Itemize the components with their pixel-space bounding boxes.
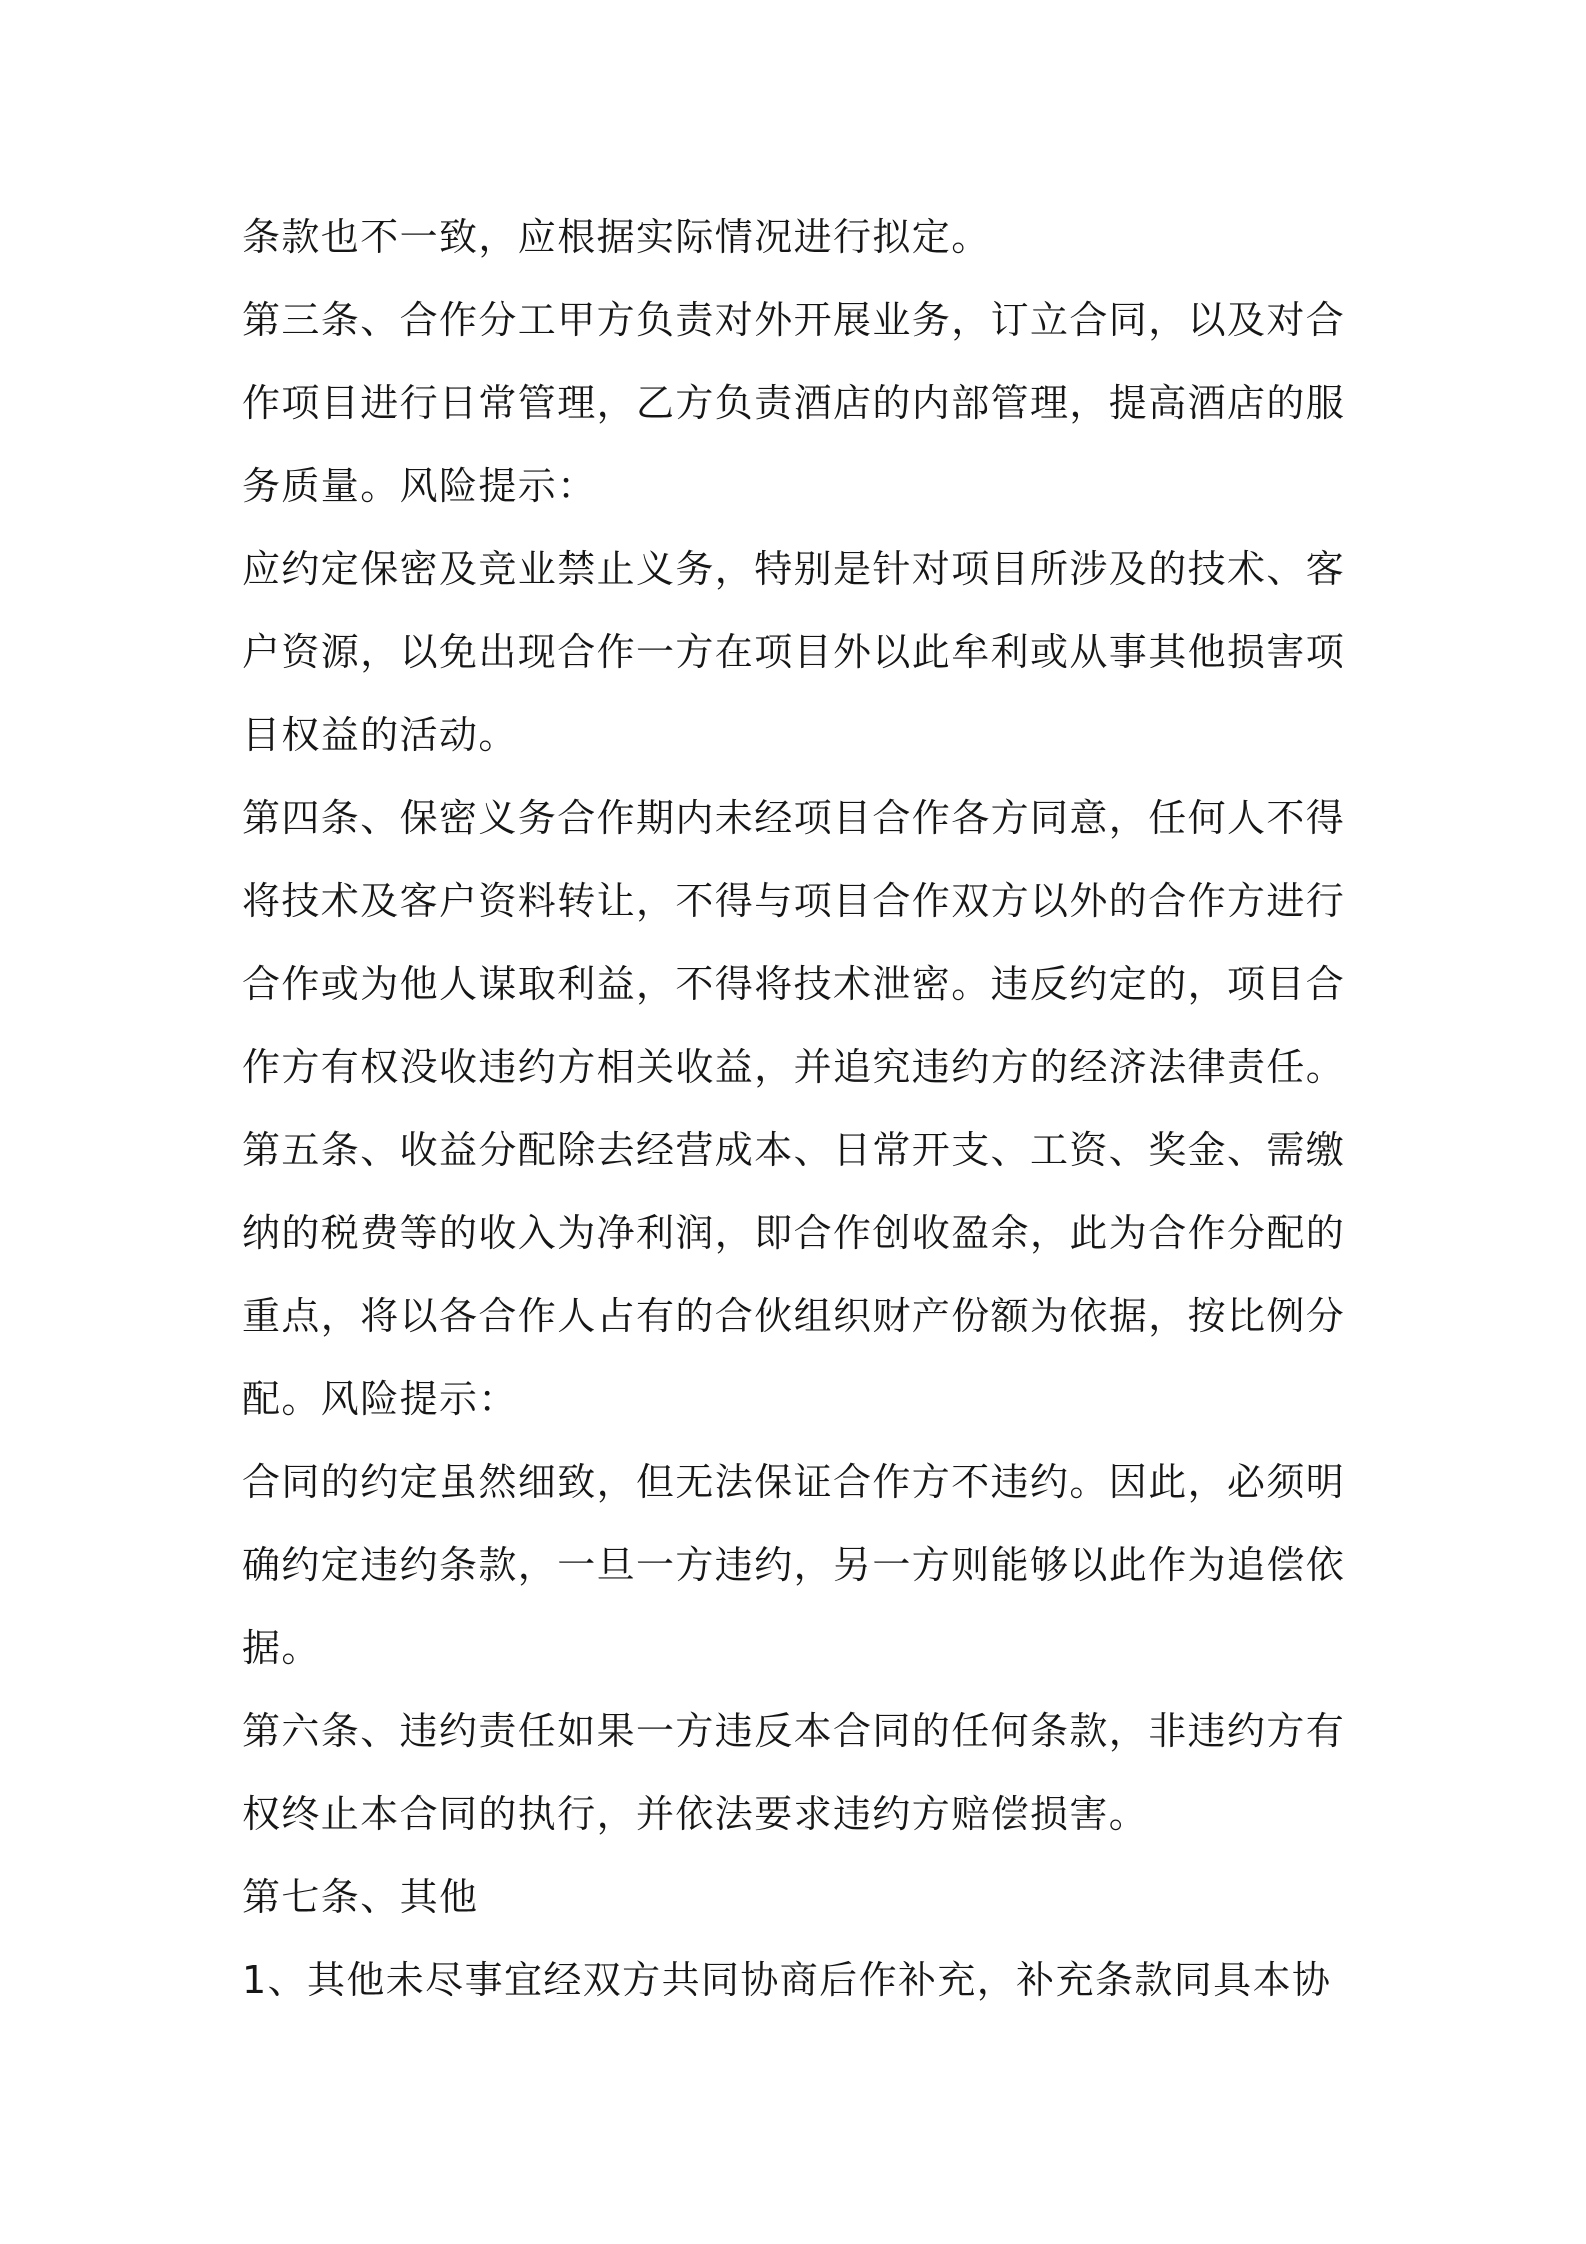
text-line: 条款也不一致，应根据实际情况进行拟定。: [242, 215, 991, 259]
text-line: 第五条、收益分配除去经营成本、日常开支、工资、奖金、需缴: [242, 1128, 1346, 1172]
text-line: 第六条、违约责任如果一方违反本合同的任何条款，非违约方有: [242, 1709, 1346, 1753]
text-line: 合同的约定虽然细致，但无法保证合作方不违约。因此，必须明: [242, 1460, 1346, 1504]
text-line: 据。: [242, 1626, 321, 1670]
text-line: 目权益的活动。: [242, 713, 518, 757]
text-line: 重点，将以各合作人占有的合伙组织财产份额为依据，按比例分: [242, 1294, 1346, 1338]
text-line: 将技术及客户资料转让，不得与项目合作双方以外的合作方进行: [242, 879, 1346, 923]
text-line: 纳的税费等的收入为净利润，即合作创收盈余，此为合作分配的: [242, 1211, 1346, 1255]
document-body: [242, 196, 1357, 2022]
text-line: 第七条、其他: [242, 1875, 479, 1919]
text-line: 确约定违约条款，一旦一方违约，另一方则能够以此作为追偿依: [242, 1543, 1346, 1587]
text-line: 合作或为他人谋取利益，不得将技术泄密。违反约定的，项目合: [242, 962, 1346, 1006]
text-line: 作项目进行日常管理，乙方负责酒店的内部管理，提高酒店的服: [242, 381, 1346, 425]
text-line: 户资源，以免出现合作一方在项目外以此牟利或从事其他损害项: [242, 630, 1346, 674]
text-line: 务质量。风险提示：: [242, 464, 597, 508]
text-line: 第四条、保密义务合作期内未经项目合作各方同意，任何人不得: [242, 796, 1346, 840]
text-line: 配。风险提示：: [242, 1377, 518, 1421]
text-line: 1、其他未尽事宜经双方共同协商后作补充，补充条款同具本协: [242, 1958, 1332, 2002]
text-line: 应约定保密及竞业禁止义务，特别是针对项目所涉及的技术、客: [242, 547, 1346, 591]
text-line: 第三条、合作分工甲方负责对外开展业务，订立合同，以及对合: [242, 298, 1346, 342]
text-line: 权终止本合同的执行，并依法要求违约方赔偿损害。: [242, 1792, 1149, 1836]
text-line: 作方有权没收违约方相关收益，并追究违约方的经济法律责任。: [242, 1045, 1346, 1089]
